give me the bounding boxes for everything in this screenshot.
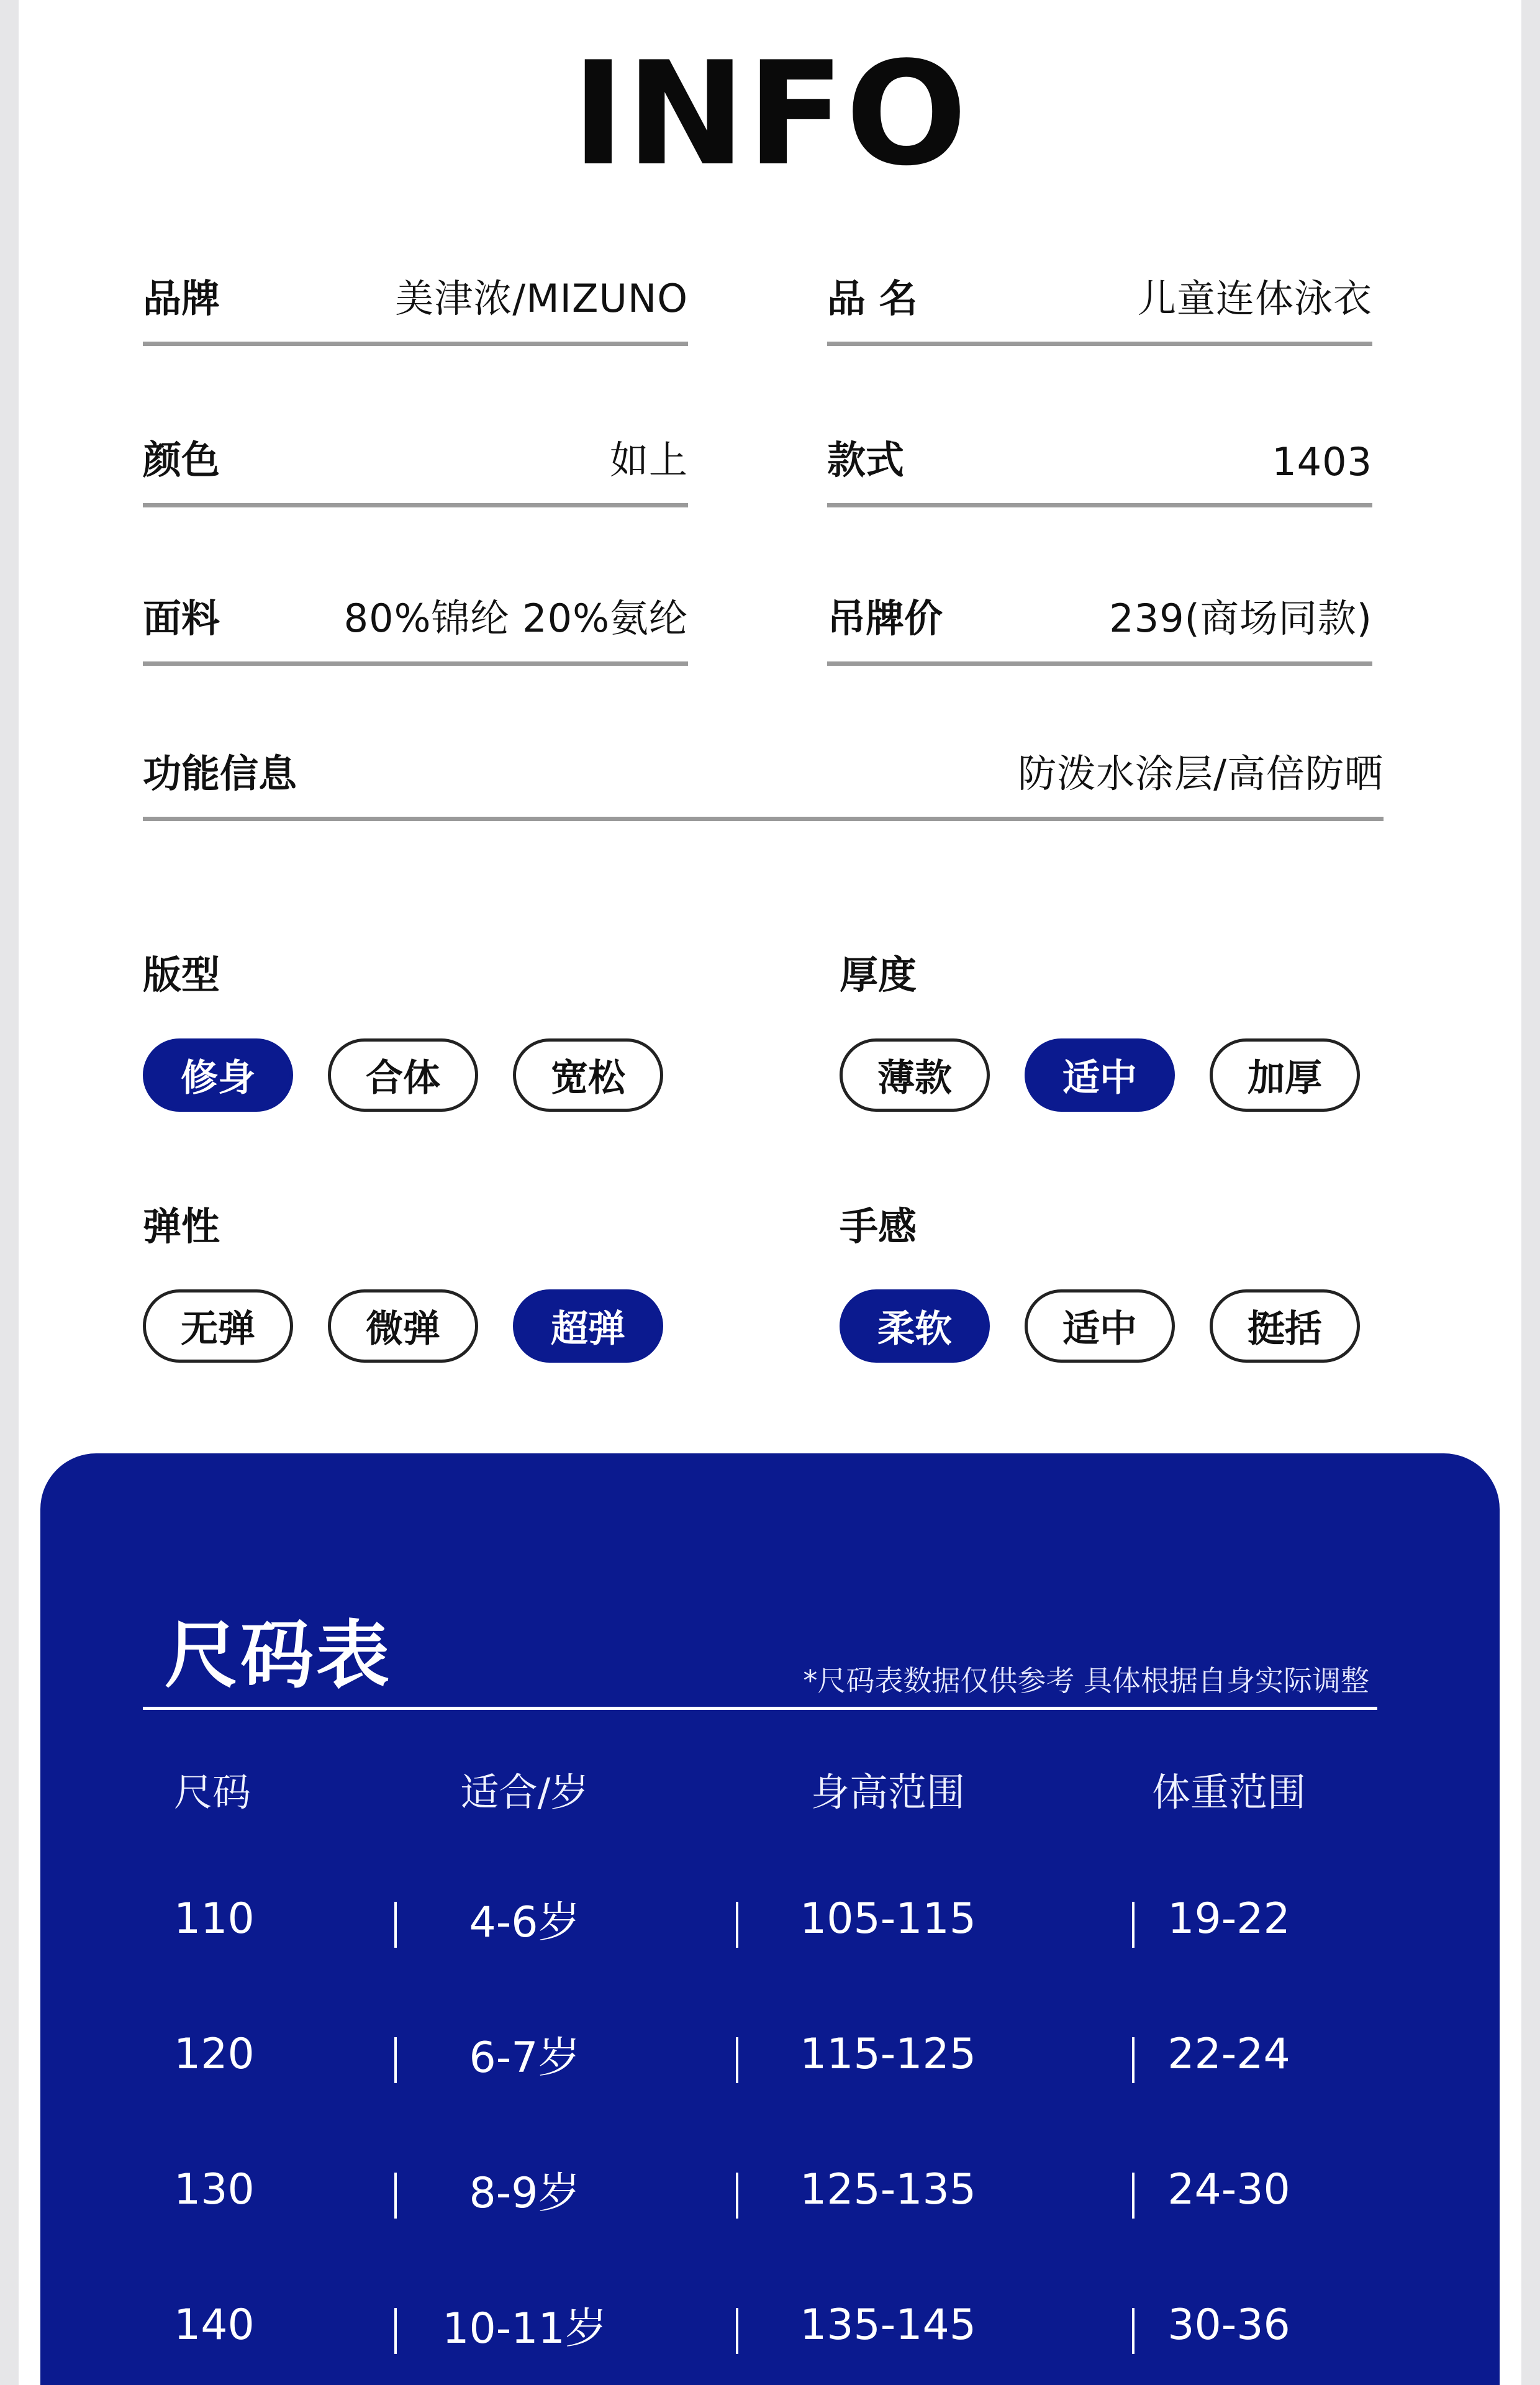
size-chart-title: 尺码表 <box>165 1612 392 1698</box>
cell-size: 110 <box>174 1894 255 1943</box>
table-row <box>143 1851 1377 1986</box>
header-height: 身高范围 <box>810 1769 965 1815</box>
size-chart-panel <box>40 1453 1500 2385</box>
column-separator <box>1132 1902 1135 1948</box>
style-field <box>827 422 1372 507</box>
size-chart-divider <box>143 1707 1377 1710</box>
cell-weight: 30-36 <box>1167 2300 1290 2350</box>
table-row <box>143 1986 1377 2122</box>
column-separator <box>394 2173 397 2219</box>
table-row <box>143 2257 1377 2385</box>
thickness-options <box>840 1038 1360 1112</box>
style-label: 款式 <box>827 437 905 483</box>
function-label: 功能信息 <box>143 751 297 796</box>
column-separator <box>394 1902 397 1948</box>
product-name-value: 儿童连体泳衣 <box>1137 276 1372 321</box>
cell-height: 105-115 <box>799 1894 977 1943</box>
column-separator <box>1132 2037 1135 2083</box>
product-name-label: 品 名 <box>827 276 918 321</box>
fabric-field <box>143 581 688 666</box>
size-chart-note: *尺码表数据仅供参考 具体根据自身实际调整 <box>803 1664 1369 1697</box>
brand-label: 品牌 <box>143 276 220 321</box>
cell-height: 135-145 <box>799 2300 977 2350</box>
column-separator <box>736 2308 738 2354</box>
size-table-header <box>143 1714 1377 1851</box>
cell-weight: 24-30 <box>1167 2165 1290 2214</box>
feel-option-crisp: 挺括 <box>1210 1289 1360 1363</box>
header-age: 适合/岁 <box>460 1769 589 1815</box>
color-label: 颜色 <box>143 437 220 483</box>
fabric-value: 80%锦纶 20%氨纶 <box>343 596 688 641</box>
page-title: INFO <box>571 32 969 198</box>
product-name-field <box>827 261 1372 346</box>
cell-height: 115-125 <box>799 2029 977 2079</box>
column-separator <box>736 2173 738 2219</box>
column-separator <box>1132 2173 1135 2219</box>
elasticity-label: 弹性 <box>143 1204 220 1249</box>
thickness-label: 厚度 <box>840 952 917 997</box>
color-field <box>143 422 688 507</box>
brand-value: 美津浓/MIZUNO <box>395 276 688 321</box>
brand-field <box>143 261 688 346</box>
elasticity-options <box>143 1289 663 1363</box>
cell-size: 120 <box>174 2029 255 2079</box>
tag-price-field <box>827 581 1372 666</box>
cell-height: 125-135 <box>799 2165 977 2214</box>
fit-label: 版型 <box>143 952 220 997</box>
feel-label: 手感 <box>840 1204 917 1249</box>
cell-age: 8-9岁 <box>469 2168 581 2218</box>
thickness-option-thick: 加厚 <box>1210 1038 1360 1112</box>
style-value: 1403 <box>1272 439 1372 484</box>
elasticity-option-super: 超弹 <box>513 1289 663 1363</box>
elasticity-option-none: 无弹 <box>143 1289 293 1363</box>
fit-option-slim: 修身 <box>143 1038 293 1112</box>
thickness-option-medium: 适中 <box>1025 1038 1175 1112</box>
thickness-option-thin: 薄款 <box>840 1038 990 1112</box>
column-separator <box>394 2308 397 2354</box>
table-row <box>143 2122 1377 2257</box>
color-value: 如上 <box>609 437 688 483</box>
function-field <box>143 736 1384 821</box>
header-weight: 体重范围 <box>1151 1769 1306 1815</box>
cell-size: 140 <box>174 2300 255 2350</box>
feel-options <box>840 1289 1360 1363</box>
fit-options <box>143 1038 663 1112</box>
size-table <box>143 1714 1377 2385</box>
tag-price-label: 吊牌价 <box>827 596 943 641</box>
cell-weight: 19-22 <box>1167 1894 1290 1943</box>
fit-option-regular: 合体 <box>328 1038 478 1112</box>
header-size: 尺码 <box>174 1769 251 1815</box>
feel-option-medium: 适中 <box>1025 1289 1175 1363</box>
column-separator <box>736 2037 738 2083</box>
cell-weight: 22-24 <box>1167 2029 1290 2079</box>
column-separator <box>394 2037 397 2083</box>
cell-age: 4-6岁 <box>469 1897 581 1947</box>
column-separator <box>736 1902 738 1948</box>
cell-age: 6-7岁 <box>469 2033 581 2083</box>
elasticity-option-slight: 微弹 <box>328 1289 478 1363</box>
fit-option-loose: 宽松 <box>513 1038 663 1112</box>
cell-age: 10-11岁 <box>442 2304 607 2353</box>
fabric-label: 面料 <box>143 596 220 641</box>
cell-size: 130 <box>174 2165 255 2214</box>
tag-price-value: 239(商场同款) <box>1109 596 1372 641</box>
column-separator <box>1132 2308 1135 2354</box>
product-info-page <box>19 0 1521 2385</box>
function-value: 防泼水涂层/高倍防晒 <box>1018 751 1384 796</box>
feel-option-soft: 柔软 <box>840 1289 990 1363</box>
